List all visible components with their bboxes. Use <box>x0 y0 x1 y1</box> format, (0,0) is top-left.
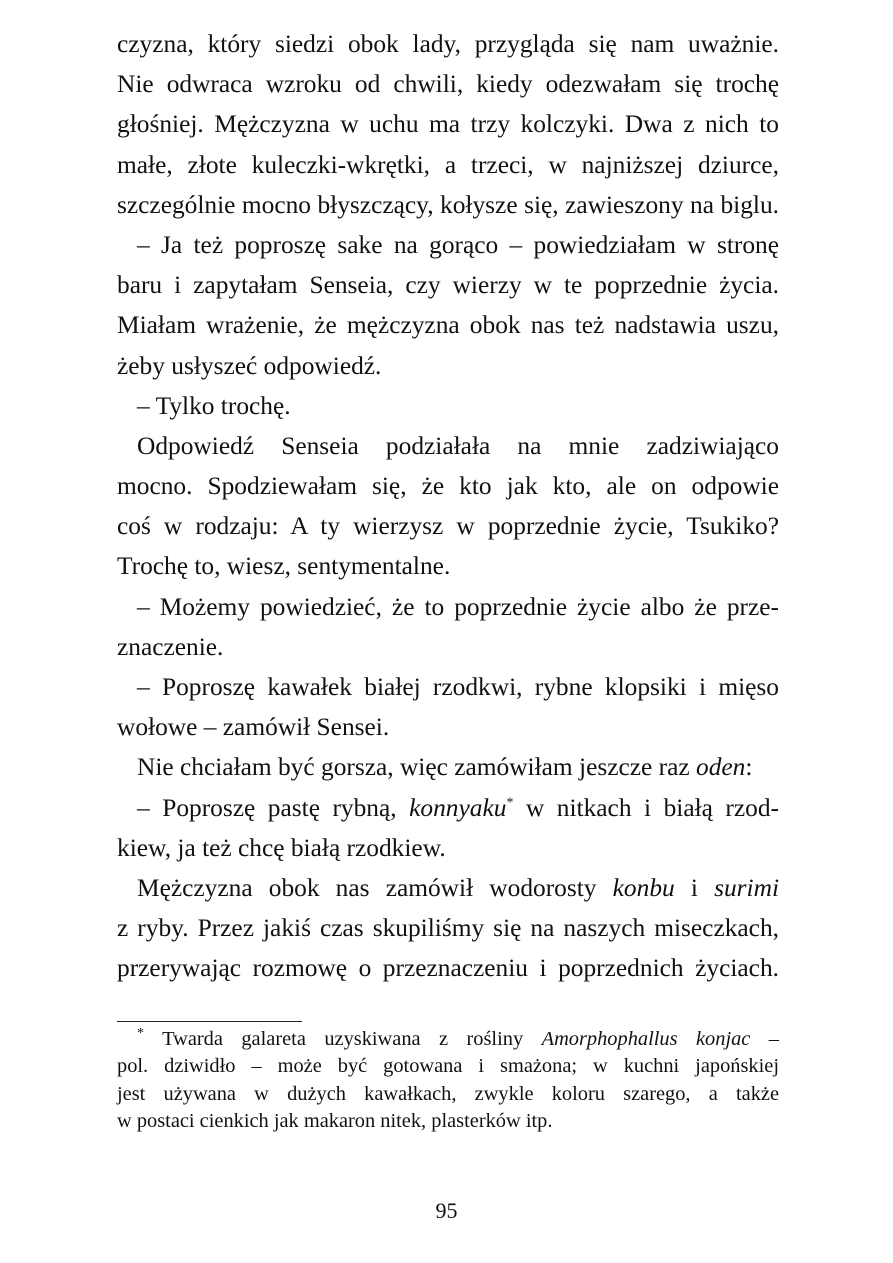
italic-term: surimi <box>714 873 779 902</box>
text-span: Twarda galareta uzyskiwana z rośliny <box>144 1028 542 1050</box>
text-line: Trochę to, wiesz, sentymentalne. <box>117 552 451 581</box>
text-line <box>117 868 779 908</box>
text-line: szczególnie mocno błyszczący, kołysze się, zawieszony na biglu. <box>117 190 779 219</box>
text-line: żeby usłyszeć odpowiedź. <box>117 351 382 380</box>
footnote-line <box>117 1026 779 1053</box>
text-line: znaczenie. <box>117 632 224 661</box>
text-line: mocno. Spodziewałam się, że kto jak kto, ale on odpowie <box>117 472 779 501</box>
text-line: – Poproszę kawałek białej rzodkwi, rybne klopsiki i mięso <box>137 673 779 701</box>
text-span: Mężczyzna obok nas zamówił wodorosty <box>137 873 613 902</box>
text-line: Nie odwraca wzroku od chwili, kiedy odezwałam się trochę <box>117 70 779 99</box>
text-span: i <box>674 873 715 902</box>
footnote <box>117 1026 779 1135</box>
page-number: 95 <box>435 1198 458 1223</box>
italic-term: Amorphophallus konjac <box>541 1028 751 1050</box>
text-line: czyzna, który siedzi obok lady, przygląda się nam uważnie. <box>117 30 779 58</box>
text-line: baru i zapytałam Senseia, czy wierzy w te poprzednie życia. <box>117 271 779 300</box>
text-span: Nie chciałam być gorsza, więc zamówiłam jeszcze raz <box>137 753 697 782</box>
text-span: w nitkach i białą rzod- <box>513 793 780 822</box>
footnote-line: pol. dziwidło – może być gotowana i smażona; w kuchni japońskiej <box>117 1055 779 1078</box>
text-line: małe, złote kuleczki-wkrętki, a trzeci, w najniższej dziurce, <box>117 150 779 179</box>
italic-term: konnyaku <box>409 793 507 822</box>
text-line <box>117 788 779 828</box>
text-line: kiew, ja też chcę białą rzodkiew. <box>117 833 446 862</box>
text-span: : <box>745 753 753 782</box>
text-line: Miałam wrażenie, że mężczyzna obok nas też nadstawia uszu, <box>117 311 779 340</box>
text-line: – Możemy powiedzieć, że to poprzednie życie albo że prze- <box>137 592 779 621</box>
text-line: przerywając rozmowę o przeznaczeniu i poprzednich życiach. <box>117 954 779 983</box>
footnote-marker: * <box>137 1026 144 1042</box>
text-line: Odpowiedź Senseia podziałała na mnie zadziwiająco <box>137 431 779 460</box>
text-line: wołowe – zamówił Sensei. <box>117 713 390 742</box>
italic-term: oden <box>696 753 746 782</box>
footnote-line: w postaci cienkich jak makaron nitek, plasterków itp. <box>117 1109 553 1132</box>
text-span: – <box>750 1028 779 1050</box>
text-line: – Tylko trochę. <box>137 391 291 420</box>
text-line: coś w rodzaju: A ty wierzysz w poprzednie życie, Tsukiko? <box>117 512 779 541</box>
text-span: – Poproszę pastę rybną, <box>137 793 410 822</box>
footnote-line: jest używana w dużych kawałkach, zwykle koloru szarego, a także <box>117 1082 779 1105</box>
text-line: głośniej. Mężczyzna w uchu ma trzy kolczyki. Dwa z nich to <box>117 110 779 139</box>
text-line: – Ja też poproszę sake na gorąco – powiedziałam w stronę <box>137 230 779 259</box>
body-text <box>117 24 779 989</box>
italic-term: konbu <box>612 873 675 902</box>
footnote-divider <box>117 1021 302 1022</box>
text-line <box>117 747 779 787</box>
text-line: z ryby. Przez jakiś czas skupiliśmy się na naszych miseczkach, <box>117 914 779 943</box>
footnote-reference: * <box>506 795 514 811</box>
